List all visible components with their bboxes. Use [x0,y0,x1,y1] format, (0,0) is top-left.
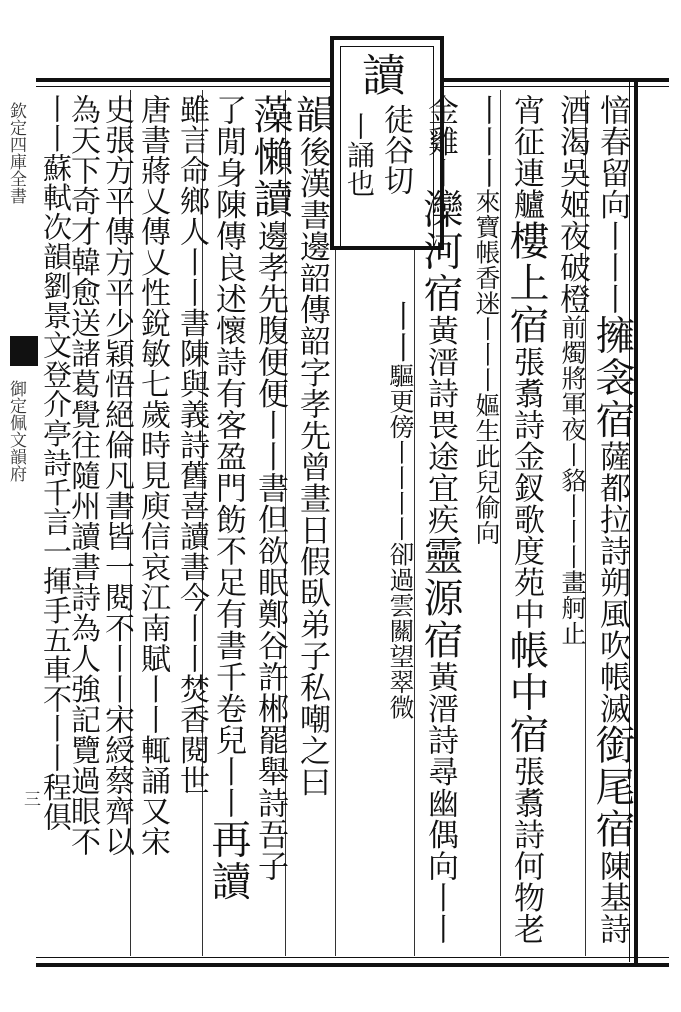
entry-text: 來寶帳香迷丨丨丨 [472,188,501,393]
text-column [289,94,335,798]
entry-text: 嫗生此兒偷向 [472,392,501,546]
entry-text: 酒渴吳姬夜破橙 [554,94,590,315]
text-column [136,94,169,857]
entry-headword: 擁衾宿 [589,314,635,441]
entry-text: 宵征連艫 [508,94,544,220]
text-column [552,94,592,646]
text-column [503,94,549,945]
text-column [100,94,133,857]
text-column [205,94,251,903]
entry-text: 丨丨丨 [468,94,504,189]
column-rule [335,242,336,956]
entry-headword: 帳中宿 [503,629,549,756]
margin-strip [0,90,34,960]
head-character: 讀 [354,52,405,97]
entry-text: 唐書蔣乂傳乂性銳敏七歲時見庾信哀江南賦丨丨輒誦又宋 [135,94,170,857]
margin-side-label: 御定佩文韻府 [6,380,26,482]
entry-text: 薩都拉詩朔風吹帳滅 [594,440,630,724]
head-pronunciation: 徒谷切 [378,104,413,196]
entry-text: 為天下奇才韓愈送諸葛覺往隨州讀書詩為人強記覽過眼不 [65,94,100,857]
text-column [172,94,210,796]
page-number: 三 [20,790,40,807]
text-column [40,94,72,832]
frame-bottom-rule-inner [36,957,669,958]
text-column [380,300,420,720]
entry-text: 愔春留向丨丨丨 [594,94,630,315]
entry-headword: 樓上宿 [503,220,549,346]
text-column [466,94,506,546]
entry-headword: 銜尾宿 [589,724,635,850]
entry-text: 畫舸止 [558,569,587,646]
entry-headword: 再讀 [205,818,251,903]
fishtail-ink-block [10,336,38,366]
entry-text: 陳基詩 [594,850,630,945]
frame-bottom-rule [36,963,669,967]
entry-text: 丨丨蘇軾次韻劉景文登介亭詩千言一揮手五車不丨丨程俱 [39,94,73,832]
entry-text: 黃溍詩尋幽偶向丨丨 [422,661,458,945]
entry-text: 張翥詩金釵歌度苑中 [508,346,544,630]
text-column [589,94,635,945]
entry-text: 前燭將軍夜丨貉丨丨丨 [558,314,587,570]
entry-text: 張翥詩何物老 [508,755,544,945]
entry-text: 後漢書邊韶傳韶字孝先曾晝日假臥弟子私嘲之曰 [294,136,330,798]
head-definition: 丨誦也 [343,112,376,198]
entry-text: 驅更傍丨丨丨 [386,363,415,516]
entry-headword: 靈源宿 [417,535,463,661]
entry-text: 邊孝先腹便便丨丨書但欲眠鄭谷許郴罷舉詩吾子 [252,220,288,882]
entry-text: 丨卻過雲關望翠微 [386,516,415,720]
entry-headword: 灤河宿 [417,188,463,315]
entry-text: 丨丨 [382,300,418,363]
entry-headword: 藻懶讀 [247,94,293,220]
entry-headword: 韻 [289,94,335,136]
entry-text: 金雞丨 [422,94,458,189]
entry-text: 史張方平傳方平少穎悟絕倫凡書皆一閱不丨丨宋綬蔡齊以 [99,94,134,857]
text-column [417,94,463,945]
entry-text: 雖言命鄉人丨丨書陳與義詩舊喜讀書今丨丨焚香閱世 [174,94,209,796]
margin-top-label: 欽定四庫全書 [6,102,26,204]
entry-text: 了閒身陳傳良述懷詩有客盈門飭不足有書千卷兒丨丨 [210,94,246,819]
text-column [247,94,293,882]
entry-text: 黃溍詩畏途宜疾 [422,314,458,535]
